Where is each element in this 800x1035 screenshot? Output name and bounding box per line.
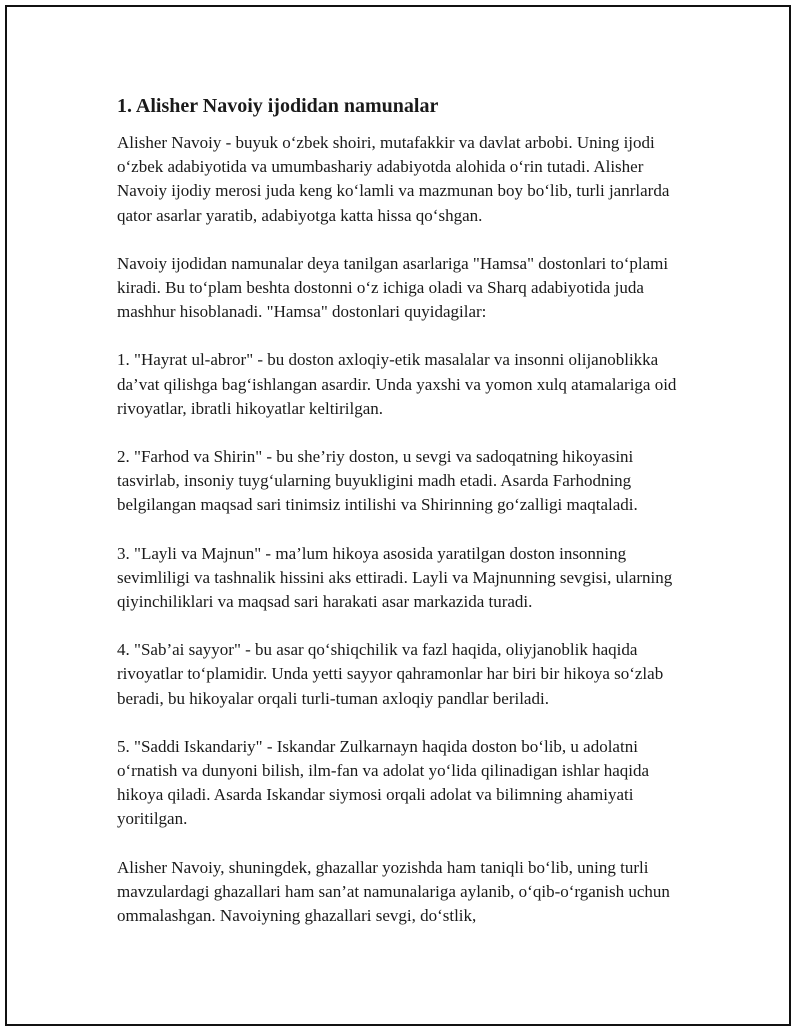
paragraph-intro: Alisher Navoiy - buyuk o‘zbek shoiri, mutafakkir va davlat arbobi. Uning ijodi o‘zbek adabiyotida va umumbashariy adabiyotda alohida o‘rin tutadi. Alisher Navoiy ijodiy merosi juda keng ko‘lamli va mazmunan boy bo‘lib, turli janrlarda qator asarlar yaratib, adabiyotga katta hissa qo‘shgan.	[117, 133, 670, 225]
paragraph-sabai-sayyor: 4. "Sab’ai sayyor" - bu asar qo‘shiqchilik va fazl haqida, oliyjanoblik haqida rivoyatlar to‘plamidir. Unda yetti sayyor qahramonlar har biri bir hikoya so‘zlab beradi, bu hikoyalar orqali turli-tuman axloqiy pandlar beriladi.	[117, 640, 664, 708]
paragraph-farhod-va-shirin: 2. "Farhod va Shirin" - bu she’riy doston, u sevgi va sadoqatning hikoyasini tasvirlab, insoniy tuyg‘ularning buyukligini madh etadi. Asarda Farhodning belgilangan maqsad sari tinimsiz intilishi va Shirinning go‘zalligi maqtaladi.	[117, 447, 638, 515]
paragraph-ghazallar: Alisher Navoiy, shuningdek, ghazallar yozishda ham taniqli bo‘lib, uning turli mavzulardagi ghazallari ham san’at namunalariga aylanib, o‘qib-o‘rganish uchun ommalashgan. Navoiyning ghazallari sevgi, do‘stlik,	[117, 857, 670, 926]
document-body	[117, 92, 697, 952]
paragraph-hamsa: Navoiy ijodidan namunalar deya tanilgan asarlariga "Hamsa" dostonlari to‘plami kiradi. Bu to‘plam beshta dostonni o‘z ichiga oladi va Sharq adabiyotida juda mashhur hisoblanadi. "Hamsa" dostonlari quyidagilar:	[117, 253, 669, 322]
document-title: 1. Alisher Navoiy ijodidan namunalar	[117, 95, 439, 117]
paragraph-saddi-iskandariy: 5. "Saddi Iskandariy" - Iskandar Zulkarnayn haqida doston bo‘lib, u adolatni o‘rnatish va dunyoni bilish, ilm-fan va adolat yo‘lida qilinadigan ishlar haqida hikoya qiladi. Asarda Iskandar siymosi orqali adolat va bilimning ahamiyati yoritilgan.	[117, 736, 650, 829]
paragraph-hayrat-ul-abror: 1. "Hayrat ul-abror" - bu doston axloqiy-etik masalalar va insonni olijanoblikka da’vat qilishga bag‘ishlangan asardir. Unda yaxshi va yomon xulq atamalariga oid rivoyatlar, ibratli hikoyatlar keltirilgan.	[117, 350, 677, 418]
paragraph-layli-va-majnun: 3. "Layli va Majnun" - ma’lum hikoya asosida yaratilgan doston insonning sevimliligi va tashnalik hissini aks ettiradi. Layli va Majnunning sevgisi, ularning qiyinchiliklari va maqsad sari harakati asar markazida turadi.	[117, 543, 673, 612]
